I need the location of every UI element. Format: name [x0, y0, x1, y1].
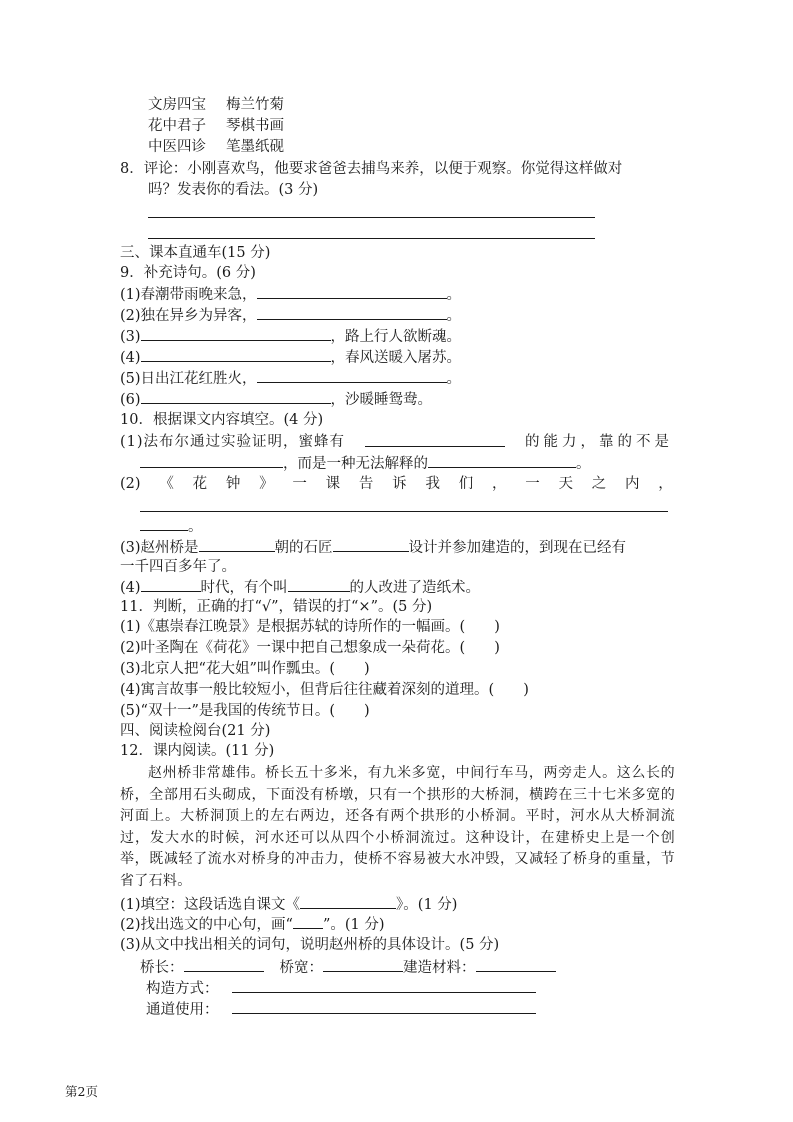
q9-item: (6) ，沙暖睡鸳鸯。 — [120, 389, 432, 410]
q9-blank[interactable] — [257, 368, 447, 383]
q10-s3-line1: (3)赵州桥是 朝的石匠 设计并参加建造的，到现在已经有 — [120, 537, 626, 558]
q12-blank[interactable] — [232, 978, 536, 993]
q11-item: (1)《惠崇春江晚景》是根据苏轼的诗所作的一幅画。( ) — [120, 619, 500, 635]
q12-blank[interactable] — [184, 957, 264, 972]
q9-blank[interactable] — [141, 326, 331, 341]
q9-item: (3) ，路上行人欲断魂。 — [120, 326, 461, 347]
q12-s3: (3)从文中找出相关的词句，说明赵州桥的具体设计。(5 分) — [120, 937, 500, 953]
q8-answer-line[interactable] — [148, 217, 595, 218]
q11-title: 11．判断，正确的打“√”，错误的打“×”。(5 分) — [120, 599, 433, 615]
section3-title: 三、课本直通车(15 分) — [120, 245, 271, 261]
q12-blank[interactable] — [476, 957, 556, 972]
q9-item: (2)独在异乡为异客， 。 — [120, 305, 461, 326]
q10-blank[interactable] — [141, 577, 201, 592]
match-right: 笔墨纸砚 — [226, 139, 284, 155]
q9-item: (1)春潮带雨晚来急， 。 — [120, 284, 461, 305]
q10-title: 10．根据课文内容填空。(4 分) — [120, 412, 324, 428]
q10-blank[interactable] — [428, 453, 576, 468]
q10-s2-line3: 。 — [140, 516, 203, 537]
q8-line2: 吗？发表你的看法。(3 分) — [148, 182, 319, 198]
q11-item: (5)“双十一”是我国的传统节日。( ) — [120, 703, 370, 719]
q12-s2: (2)找出选文的中心句，画“ ”。(1 分) — [120, 914, 385, 935]
q10-blank[interactable] — [333, 537, 409, 552]
design-row: 构造方式： — [146, 978, 536, 999]
q11-item: (2)叶圣陶在《荷花》一课中把自己想象成一朵荷花。( ) — [120, 640, 500, 656]
q12-blank[interactable] — [300, 894, 396, 909]
q9-blank[interactable] — [141, 347, 331, 362]
q12-title: 12．课内阅读。(11 分) — [120, 743, 275, 759]
q10-blank[interactable] — [199, 537, 275, 552]
match-row — [148, 137, 284, 157]
q9-item: (5)日出江花红胜火， 。 — [120, 368, 461, 389]
match-left: 中医四诊 — [148, 139, 206, 155]
q10-blank[interactable] — [140, 516, 188, 531]
q10-answer-line[interactable] — [140, 511, 668, 512]
match-left: 花中君子 — [148, 118, 206, 134]
q10-s3-line2: 一千四百多年了。 — [120, 559, 236, 575]
q10-blank[interactable] — [288, 577, 350, 592]
match-left: 文房四宝 — [148, 97, 206, 113]
q9-blank[interactable] — [257, 305, 447, 320]
q10-s1-line1: (1)法布尔通过实验证明，蜜蜂有 的能力，靠的不是 — [120, 434, 673, 450]
q10-blank[interactable] — [140, 453, 283, 468]
q9-item: (4) ，春风送暖入屠苏。 — [120, 347, 461, 368]
q10-s1-line2: ，而是一种无法解释的 。 — [140, 453, 591, 474]
q8-line1: 8．评论：小刚喜欢鸟，他要求爸爸去捕鸟来养，以便于观察。你觉得这样做对 — [120, 161, 623, 177]
q11-item: (3)北京人把“花大姐”叫作瓢虫。( ) — [120, 661, 370, 677]
q12-s1: (1)填空：这段话选自课文《 》。(1 分) — [120, 894, 457, 915]
reading-passage: 赵州桥非常雄伟。桥长五十多米，有九米多宽，中间行车马，两旁走人。这么长的桥，全部用石头砌成，下面没有桥墩，只有一个拱形的大桥洞，横跨在三十七米多宽的河面上。大桥洞顶上的左右两边，还各有两个拱形的小桥洞。平时，河水从大桥洞流过，发大水的时候，河水还可以从四个小桥洞流过。这种设计，在建桥史上是一个创举，既减轻了流水对桥身的冲击力，使桥不容易被大水冲毁，又减轻了桥身的重量，节省了石料。 — [120, 765, 675, 889]
q9-blank[interactable] — [257, 284, 447, 299]
match-right: 梅兰竹菊 — [226, 97, 284, 113]
design-row: 桥长： 桥宽： 建造材料： — [140, 957, 556, 978]
q8-answer-line[interactable] — [148, 238, 595, 239]
q9-title: 9．补充诗句。(6 分) — [120, 265, 256, 281]
q12-blank[interactable] — [232, 999, 536, 1014]
q11-item: (4)寓言故事一般比较短小，但背后往往藏着深刻的道理。( ) — [120, 682, 529, 698]
page-number: 第2页 — [65, 1084, 98, 1099]
q12-blank[interactable] — [293, 914, 323, 929]
section4-title: 四、阅读检阅台(21 分) — [120, 723, 271, 739]
design-row: 通道使用： — [146, 999, 536, 1020]
q10-blank[interactable] — [365, 432, 505, 447]
q10-s4: (4) 时代，有个叫 的人改进了造纸术。 — [120, 577, 480, 598]
match-right: 琴棋书画 — [226, 118, 284, 134]
q10-s2-line1: (2) 《 花 钟 》 一 课 告 诉 我 们 ， 一 天 之 内 ， — [120, 476, 673, 492]
q9-blank[interactable] — [141, 389, 331, 404]
match-row — [148, 116, 284, 136]
q12-blank[interactable] — [323, 957, 403, 972]
match-row — [148, 95, 284, 115]
